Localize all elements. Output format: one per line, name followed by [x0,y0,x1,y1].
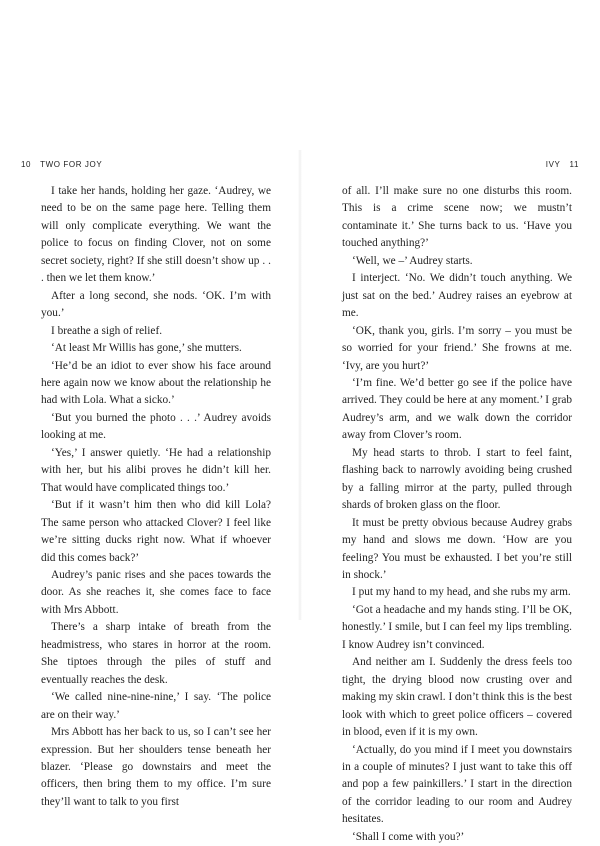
paragraph: ‘He’d be an idiot to ever show his face around here again now we know about the relationship he had with Lola. What a sicko.’ [41,359,271,407]
left-page-text [41,183,271,811]
paragraph: ‘Shall I come with you?’ [352,830,465,843]
paragraph: Audrey’s panic rises and she paces towards the door. As she reaches it, she comes face to face with Mrs Abbott. [41,568,271,616]
paragraph: And neither am I. Suddenly the dress feels too tight, the drying blood now crusting over and making my skin crawl. I don’t think this is the best look with which to greet police officers – covered in blood, even if it is my own. [342,656,572,739]
right-page-number: 11 [569,160,579,169]
paragraph: Mrs Abbott has her back to us, so I can’t see her expression. But her shoulders tense beneath her blazer. ‘Please go downstairs and meet the officers, then bring them to my office. I’m sure they’ll want to talk to you first [41,726,271,808]
paragraph: ‘I’m fine. We’d better go see if the police have arrived. They could be here at any moment.’ I grab Audrey’s arm, and we walk down the corridor away from Clover’s room. [342,376,572,442]
paragraph: ‘Actually, do you mind if I meet you downstairs in a couple of minutes? I just want to take this off and pop a few painkillers.’ I start in the direction of the corridor leading to our room and Audrey hesitates. [342,743,572,826]
right-running-title: IVY [545,160,561,169]
paragraph: ‘We called nine-nine-nine,’ I say. ‘The police are on their way.’ [41,691,271,721]
paragraph: After a long second, she nods. ‘OK. I’m with you.’ [41,289,271,320]
right-page-text [342,183,572,846]
paragraph: My head starts to throb. I start to feel faint, flashing back to narrowly avoiding being crushed by a falling mirror at the party, pulled through shards of broken glass on the floor. [342,446,572,512]
paragraph: ‘Got a headache and my hands sting. I’ll be OK, honestly.’ I smile, but I can feel my lips trembling. I know Audrey isn’t convinced. [342,603,572,651]
paragraph: I take her hands, holding her gaze. ‘Audrey, we need to be on the same page here. Telling them will only complicate everything. We want the police to focus on finding Clover, not on some secret society, right? If she still doesn’t show up . . . then we let them know.’ [41,185,271,285]
paragraph: ‘But if it wasn’t him then who did kill Lola? The same person who attacked Clover? I feel like we’re sitting ducks right now. What if whoever did this comes back?’ [41,499,271,564]
paragraph: I put my hand to my head, and she rubs my arm. [352,586,571,599]
paragraph: ‘But you burned the photo . . .’ Audrey avoids looking at me. [41,411,271,442]
paragraph: ‘At least Mr Willis has gone,’ she mutters. [51,342,242,355]
paragraph: ‘Yes,’ I answer quietly. ‘He had a relationship with her, but his alibi proves he didn’t kill her. That would have complicated things too.’ [41,446,271,494]
paragraph: It must be pretty obvious because Audrey grabs my hand and slows me down. ‘How are you feeling? You must be exhausted. I bet you’re still in shock.’ [342,516,572,581]
left-page-number: 10 [21,160,32,169]
paragraph-continued: of all. I’ll make sure no one disturbs this room. This is a crime scene now; we mustn’t contaminate it.’ She turns back to us. ‘Have you touched anything?’ [342,185,572,250]
left-running-title: TWO FOR JOY [40,160,103,169]
right-running-head [546,160,579,169]
left-running-head [21,160,102,169]
paragraph: ‘Well, we –’ Audrey starts. [352,254,473,267]
paragraph: ‘OK, thank you, girls. I’m sorry – you must be so worried for your friend.’ She frowns at me. ‘Ivy, are you hurt?’ [342,324,572,372]
paragraph: I interject. ‘No. We didn’t touch anything. We just sat on the bed.’ Audrey raises an eyebrow at me. [342,272,572,320]
page-gutter [298,150,302,620]
paragraph: There’s a sharp intake of breath from the headmistress, who stares in horror at the room. She tiptoes through the piles of stuff and eventually reaches the desk. [41,621,271,686]
paragraph: I breathe a sigh of relief. [51,324,163,337]
